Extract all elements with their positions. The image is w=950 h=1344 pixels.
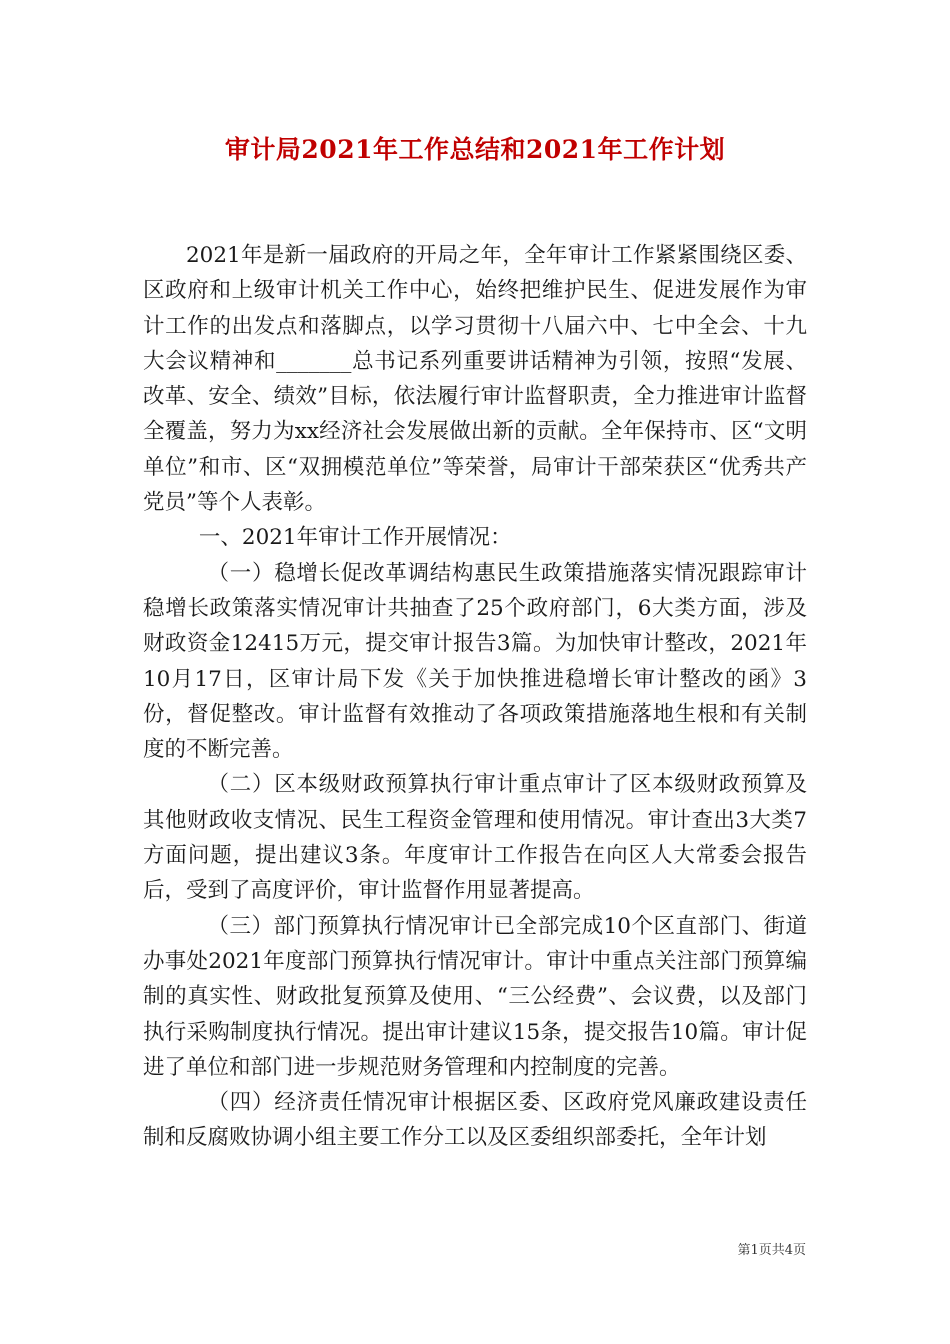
- document-body: [143, 238, 807, 1156]
- paragraph-item-4: （四）经济责任情况审计根据区委、区政府党风廉政建设责任制和反腐败协调小组主要工作分工以及区委组织部委托，全年计划: [143, 1090, 807, 1151]
- document-title: 审计局2021年工作总结和2021年工作计划: [224, 135, 726, 164]
- page-number: 第1页共4页: [737, 1243, 806, 1258]
- paragraph-intro: 2021年是新一届政府的开局之年，全年审计工作紧紧围绕区委、区政府和上级审计机关工作中心，始终把维护民生、促进发展作为审计工作的出发点和落脚点，以学习贯彻十八届六中、七中全会、十九大会议精神和_______总书记系列重要讲话精神为引领，按照“发展、改革、安全、绩效”目标，依法履行审计监督职责，全力推进审计监督全覆盖，努力为xx经济社会发展做出新的贡献。全年保持市、区“文明单位”和市、区“双拥模范单位”等荣誉，局审计干部荣获区“优秀共产党员”等个人表彰。: [143, 243, 807, 516]
- paragraph-item-3: （三）部门预算执行情况审计已全部完成10个区直部门、街道办事处2021年度部门预算执行情况审计。审计中重点关注部门预算编制的真实性、财政批复预算及使用、“三公经费”、会议费，以及部门执行采购制度执行情况。提出审计建议15条，提交报告10篇。审计促进了单位和部门进一步规范财务管理和内控制度的完善。: [143, 913, 807, 1080]
- paragraph-item-2: （二）区本级财政预算执行审计重点审计了区本级财政预算及其他财政收支情况、民生工程资金管理和使用情况。审计查出3大类7方面问题，提出建议3条。年度审计工作报告在向区人大常委会报告后，受到了高度评价，审计监督作用显著提高。: [143, 772, 807, 904]
- section-heading-1: 一、2021年审计工作开展情况：: [198, 525, 512, 551]
- paragraph-item-1: （一）稳增长促改革调结构惠民生政策措施落实情况跟踪审计稳增长政策落实情况审计共抽查了25个政府部门，6大类方面，涉及财政资金12415万元，提交审计报告3篇。为加快审计整改，2021年10月17日，区审计局下发《关于加快推进稳增长审计整改的函》3份，督促整改。审计监督有效推动了各项政策措施落地生根和有关制度的不断完善。: [143, 560, 807, 763]
